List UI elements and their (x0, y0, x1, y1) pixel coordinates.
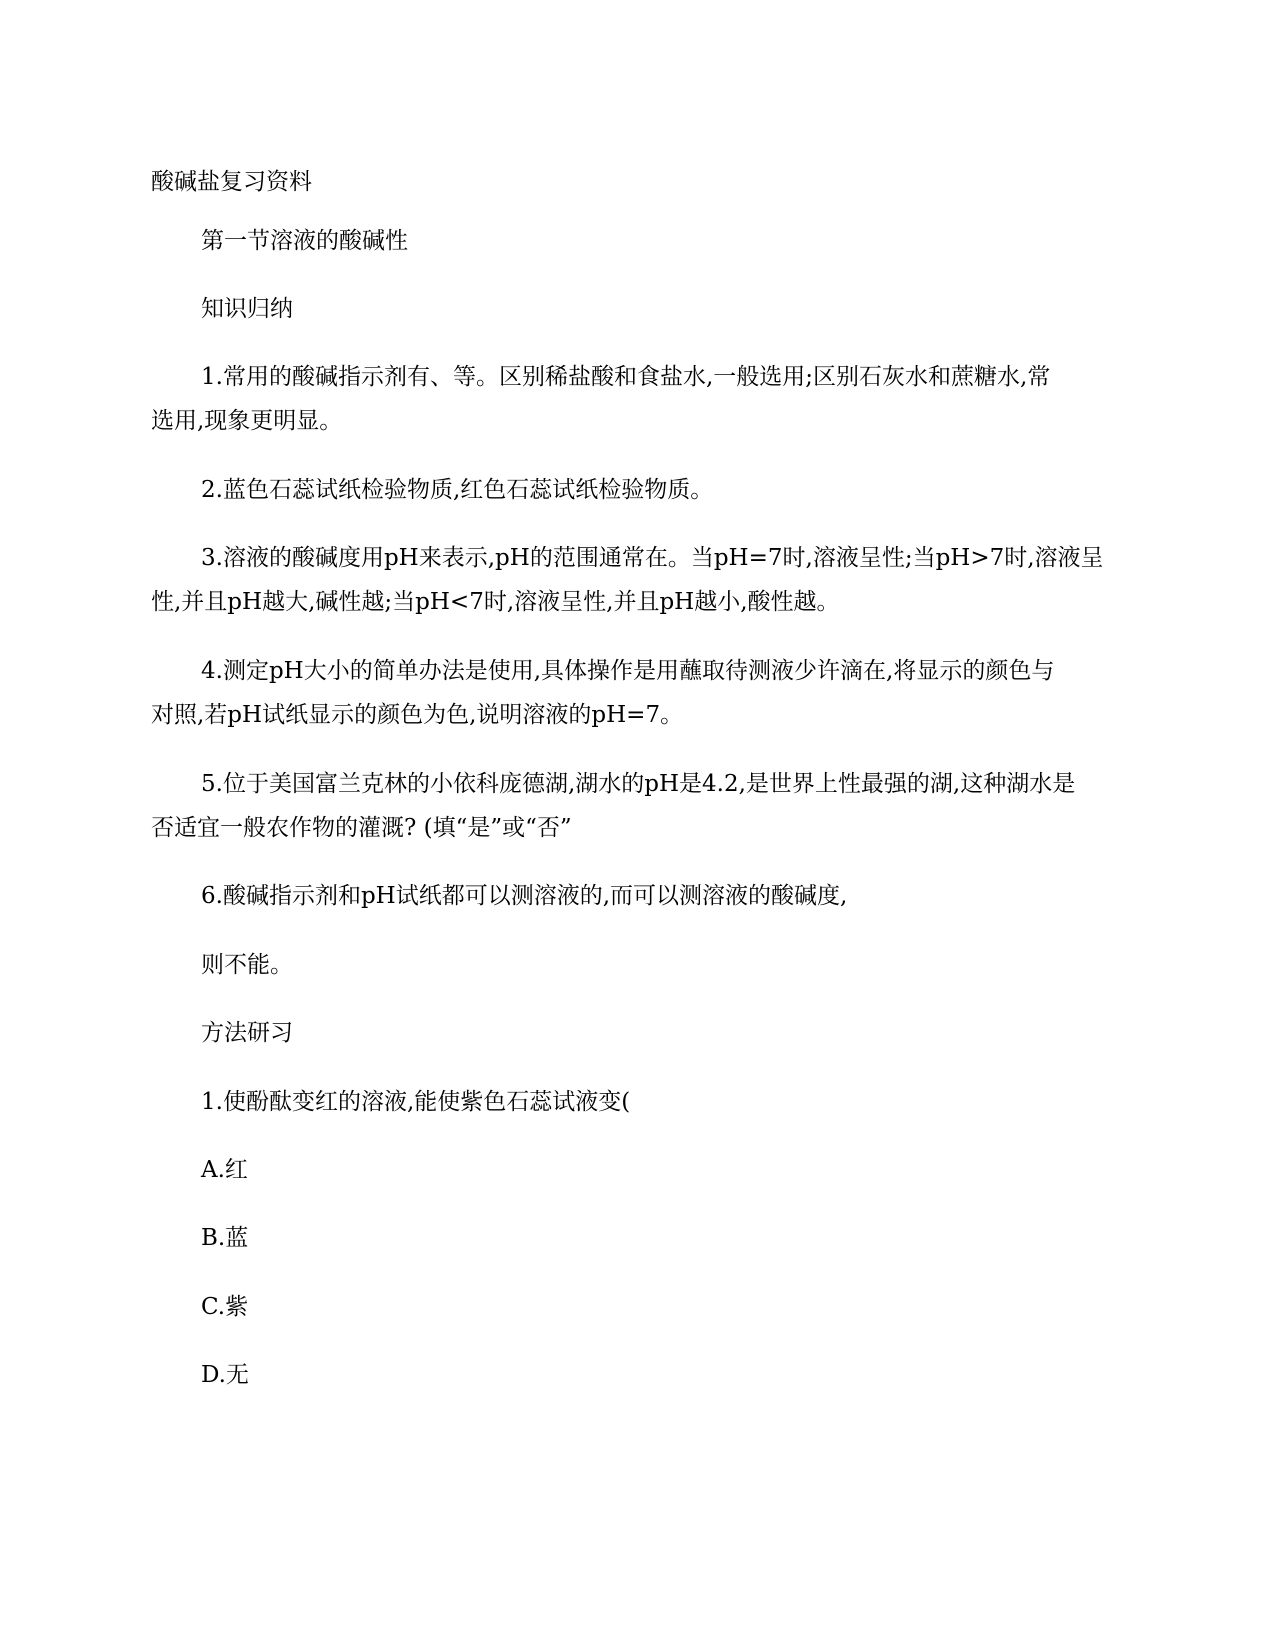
knowledge-item-6-tail: 则不能。 (201, 952, 293, 978)
knowledge-item-6: 6.酸碱指示剂和pH试纸都可以测溶液的,而可以测溶液的酸碱度, (201, 883, 848, 909)
knowledge-item-5: 5.位于美国富兰克林的小依科庞德湖,湖水的pH是4.2,是世界上性最强的湖,这种湖水是 (201, 771, 1076, 797)
section-heading: 第一节溶液的酸碱性 (201, 228, 408, 254)
knowledge-item-3-continued: 性,并且pH越大,碱性越;当pH<7时,溶液呈性,并且pH越小,酸性越。 (151, 589, 840, 615)
method-heading: 方法研习 (201, 1020, 293, 1046)
question-1-stem: 1.使酚酞变红的溶液,能使紫色石蕊试液变( (201, 1089, 631, 1115)
knowledge-item-4-continued: 对照,若pH试纸显示的颜色为色,说明溶液的pH=7。 (151, 702, 684, 728)
knowledge-item-5-continued: 否适宜一般农作物的灌溉? (填“是”或“否” (151, 815, 572, 841)
question-1-option-c: C.紫 (201, 1294, 249, 1320)
document-title: 酸碱盐复习资料 (151, 169, 312, 195)
knowledge-item-1-continued: 选用,现象更明显。 (151, 408, 343, 434)
question-1-option-d: D.无 (201, 1362, 249, 1388)
question-1-option-b: B.蓝 (201, 1225, 249, 1251)
knowledge-heading: 知识归纳 (201, 296, 293, 322)
knowledge-item-2: 2.蓝色石蕊试纸检验物质,红色石蕊试纸检验物质。 (201, 477, 714, 503)
knowledge-item-3: 3.溶液的酸碱度用pH来表示,pH的范围通常在。当pH=7时,溶液呈性;当pH>7时,溶液呈 (201, 545, 1104, 571)
question-1-option-a: A.红 (201, 1157, 248, 1183)
knowledge-item-4: 4.测定pH大小的简单办法是使用,具体操作是用蘸取待测液少许滴在,将显示的颜色与 (201, 658, 1055, 684)
knowledge-item-1: 1.常用的酸碱指示剂有、等。区别稀盐酸和食盐水,一般选用;区别石灰水和蔗糖水,常 (201, 364, 1051, 390)
